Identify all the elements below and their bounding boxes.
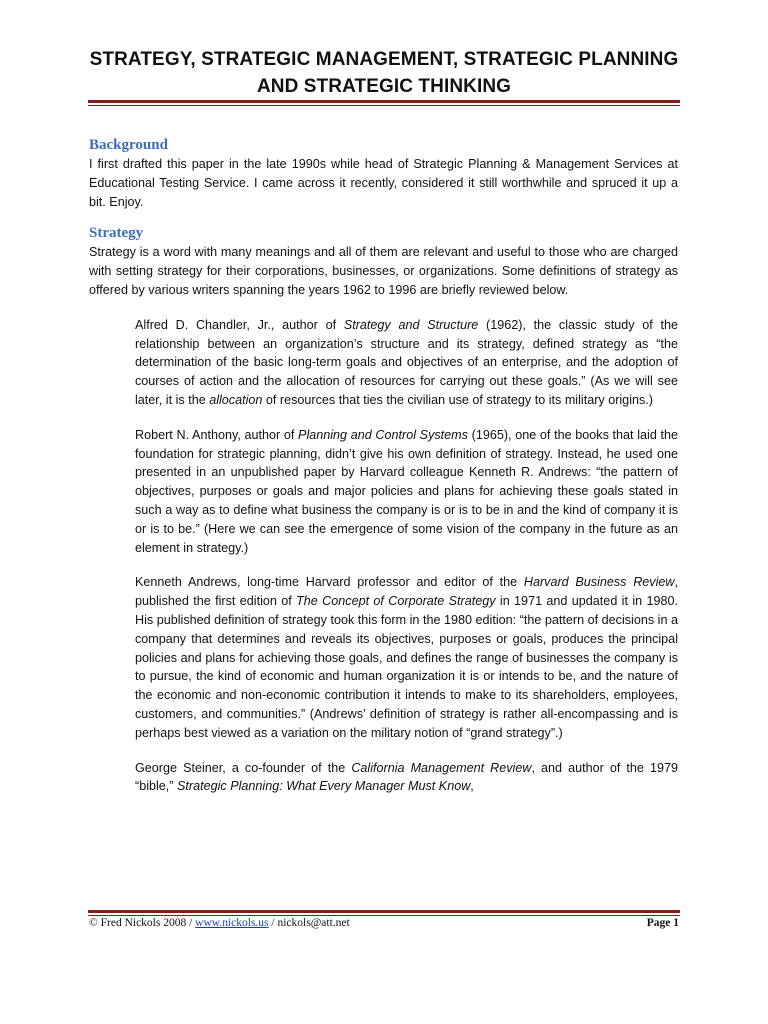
andrews-quote: Kenneth Andrews, long-time Harvard professor and editor of the Harvard Business Review, published the first edition of The Concept of Corporate Strategy in 1971 and updated it in 1980. His published definition of strategy took this form in the 1980 edition: “the pattern of decisions in a company that determines and reveals its objectives, purposes or goals, produces the principal policies and plans for achieving those goals, and defines the range of businesses the company is to pursue, the kind of economic and human organization it is or intends to be, and the nature of the economic and non-economic contribution it intends to make to its shareholders, employees, customers, and communities.” (Andrews’ definition of strategy is rather all-encompassing and is perhaps best viewed as a variation on the military notion of “grand strategy”.) [135, 575, 678, 740]
title-line-1: STRATEGY, STRATEGIC MANAGEMENT, STRATEGIC PLANNING [89, 49, 679, 70]
title-line-2: AND STRATEGIC THINKING [256, 76, 512, 97]
footer-copyright: © Fred Nickols 2008 / [89, 917, 196, 929]
strategy-paragraph: Strategy is a word with many meanings and all of them are relevant and useful to those who are charged with setting strategy for their corporations, businesses, or organizations. Some definitions of strategy as offered by various writers spanning the years 1962 to 1996 are briefly reviewed below. [89, 245, 678, 297]
chandler-quote: Alfred D. Chandler, Jr., author of Strategy and Structure (1962), the classic study of the relationship between an organization’s structure and its strategy, defined strategy as “the determination of the basic long-term goals and objectives of an enterprise, and the adoption of courses of action and the allocation of resources for carrying out these goals.” (As we will see later, it is the allocation of resources that ties the civilian use of strategy to its military origins.) [135, 317, 678, 407]
footer-rule [88, 910, 680, 916]
background-paragraph: I first drafted this paper in the late 1990s while head of Strategic Planning & Management Services at Educational Testing Service. I came across it recently, considered it still worthwhile and spruced it up a bit. Enjoy. [89, 157, 678, 209]
anthony-quote: Robert N. Anthony, author of Planning and Control Systems (1965), one of the books that laid the foundation for strategic planning, didn’t give his own definition of strategy. Instead, he used one presented in an unpublished paper by Harvard colleague Kenneth R. Andrews: “the pattern of objectives, purposes or goals and major policies and plans for achieving these goals stated in such a way as to define what business the company is or is to be in and the kind of company it is or is to be.” (Here we can see the emergence of some vision of the company in the future as an element in strategy.) [135, 427, 678, 555]
footer-credits [89, 917, 350, 929]
page-number: Page 1 [646, 917, 679, 929]
header-rule [88, 100, 680, 106]
background-heading: Background [89, 137, 168, 153]
website-link[interactable]: www.nickols.us [195, 917, 269, 929]
footer-email: / nickols@att.net [268, 917, 350, 929]
document-body [89, 135, 678, 796]
strategy-heading: Strategy [89, 225, 144, 242]
page-title [60, 46, 708, 100]
steiner-quote: George Steiner, a co-founder of the California Management Review, and author of the 1979 “bible,” Strategic Planning: What Every Manager Must Know, [135, 760, 678, 794]
